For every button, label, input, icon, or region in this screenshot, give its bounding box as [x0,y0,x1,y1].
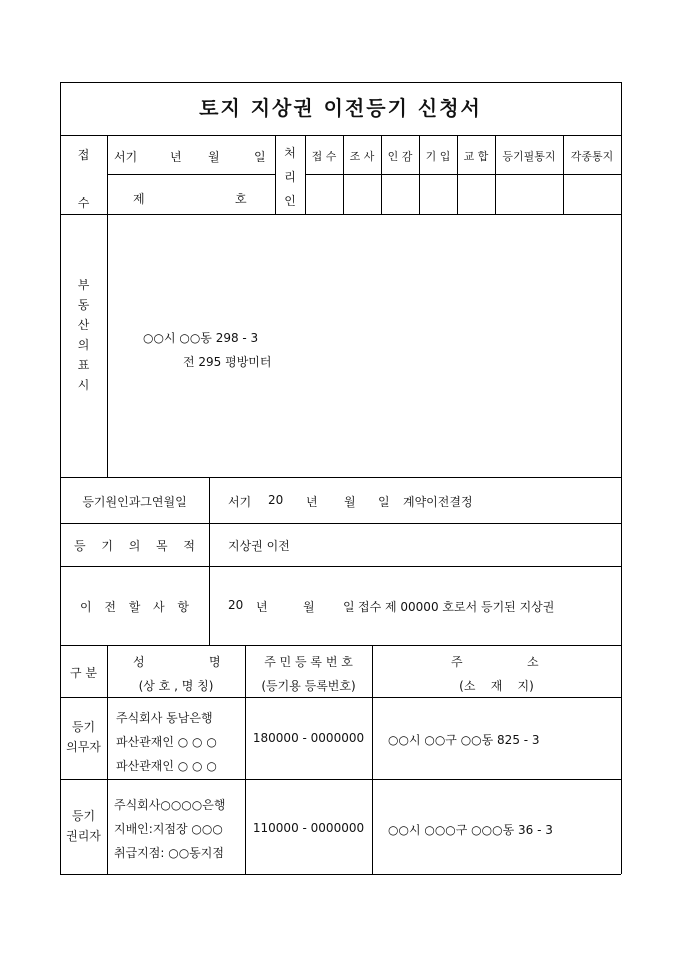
property-area: 전 295 평방미터 [183,355,272,369]
date-month: 월 [208,150,220,164]
property-location: ○○시 ○○동 298 - 3 [143,331,259,345]
cause-type: 계약이전결정 [403,495,473,509]
party-label-holder: 등기 권리자 [66,809,101,843]
divider [343,135,344,214]
processor-char: 리 [284,170,296,184]
number-suffix: 호 [235,192,247,206]
stage-header: 교 합 [463,150,489,163]
divider [107,135,108,214]
divider [60,214,621,215]
transfer-year-unit: 년 [256,600,268,614]
cause-era: 서기 [228,495,252,509]
name-header-top: 성 [133,655,145,669]
divider [495,135,496,214]
name-header-bottom: (상 호 , 명 칭) [138,679,214,693]
party-address-holder: ○○시 ○○○구 ○○○동 36 - 3 [388,823,553,837]
receipt-label-bottom: 수 [77,196,90,210]
divider [419,135,420,214]
date-year: 년 [170,150,182,164]
divider [60,697,621,698]
divider [305,174,621,175]
divider [60,566,621,567]
transfer-year: 20 [228,598,244,612]
party-id-holder: 110000 - 0000000 [252,821,365,835]
divider [60,135,621,136]
purpose-value: 지상권 이전 [228,539,290,553]
divider [107,214,108,477]
cause-day-unit: 일 [378,495,390,509]
divider [563,135,564,214]
id-header-top: 주 민 등 록 번 호 [264,655,353,669]
addr-header-top: 소 [527,655,539,669]
divider [305,135,306,214]
cause-label: 등기원인과그연월일 [82,495,187,509]
party-id-obligor: 180000 - 0000000 [252,731,365,745]
processor-char: 인 [284,194,296,208]
addr-header-bottom: (소 재 지) [459,679,534,693]
divider [60,477,621,478]
number-prefix: 제 [133,192,145,206]
party-label-obligor: 등기 의무자 [66,720,101,754]
transfer-day-unit: 일 [343,600,355,614]
party-name-obligor: 주식회사 동남은행 파산관재인 ○ ○ ○ 파산관재인 ○ ○ ○ [116,711,217,773]
border-top [60,82,621,83]
stage-header: 인 감 [387,150,413,163]
stage-header: 조 사 [349,150,375,163]
transfer-detail: 접수 제 00000 호로서 등기된 지상권 [358,600,555,614]
party-name-holder: 주식회사○○○○은행 지배인:지점장 ○○○ 취급지점: ○○동지점 [114,798,226,860]
name-header-top: 명 [209,655,221,669]
stage-header: 등기필통지 [502,150,556,163]
border-bottom [60,874,621,875]
divider [60,645,621,646]
transfer-label: 이 전 할 사 항 [80,600,189,614]
stage-header: 각종통지 [570,150,614,163]
processor-char: 처 [284,146,296,160]
category-header: 구 분 [70,666,97,680]
divider [60,523,621,524]
party-address-obligor: ○○시 ○○구 ○○동 825 - 3 [388,733,540,747]
transfer-month-unit: 월 [303,600,315,614]
form-title: 토지 지상권 이전등기 신청서 [199,96,482,120]
border-right [621,82,622,874]
stage-header: 접 수 [311,150,337,163]
divider [60,779,621,780]
divider [381,135,382,214]
cause-month-unit: 월 [344,495,356,509]
cause-year-unit: 년 [306,495,318,509]
stage-header: 기 입 [425,150,451,163]
purpose-label: 등 기 의 목 적 [74,539,195,553]
cause-year: 20 [268,493,284,507]
receipt-label-top: 접 [77,148,90,162]
divider [107,174,275,175]
date-era: 서기 [114,150,138,164]
divider [457,135,458,214]
divider [209,477,210,645]
id-header-bottom: (등기용 등록번호) [261,679,356,693]
addr-header-top: 주 [451,655,463,669]
date-day: 일 [254,150,266,164]
property-label: 부 동 산 의 표 시 [77,278,90,392]
